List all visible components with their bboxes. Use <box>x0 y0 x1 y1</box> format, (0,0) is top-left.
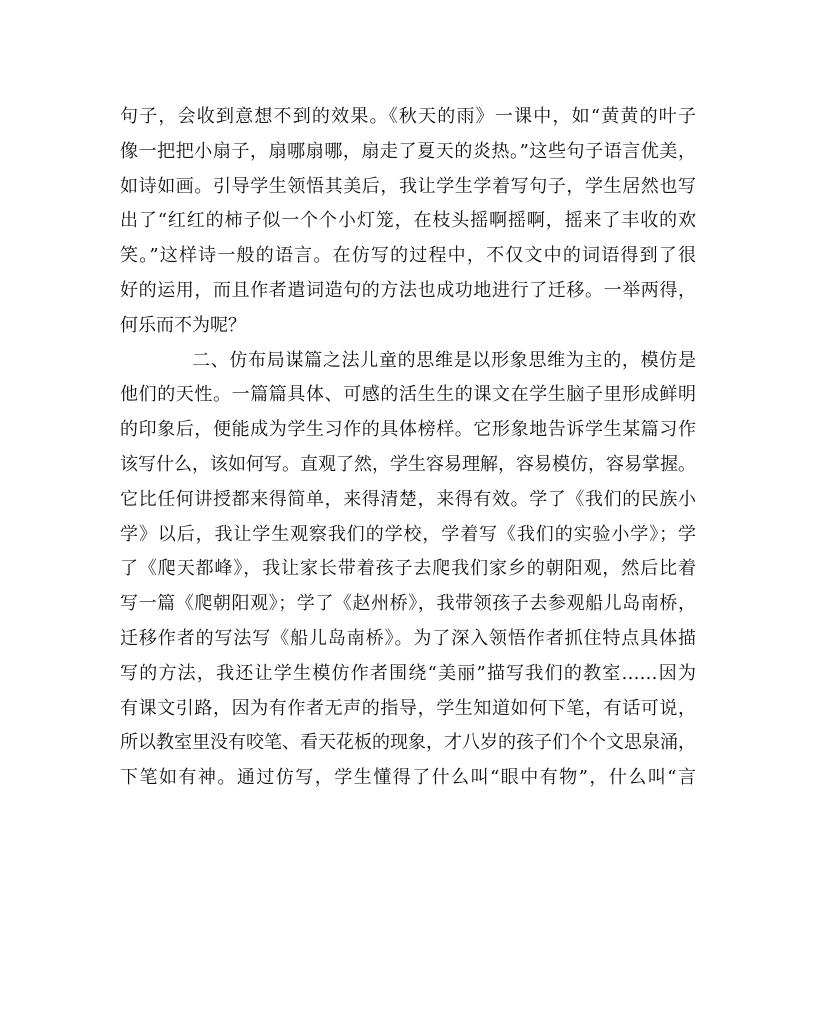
body-text <box>120 100 696 796</box>
text-line: 写一篇《爬朝阳观》；学了《赵州桥》，我带领孩子去参观船儿岛南桥， <box>120 593 696 615</box>
text-line: 他们的天性。一篇篇具体、可感的活生生的课文在学生脑子里形成鲜明 <box>120 384 696 406</box>
text-line: 所以教室里没有咬笔、看天花板的现象，才八岁的孩子们个个文思泉涌， <box>120 732 696 754</box>
text-line: 迁移作者的写法写《船儿岛南桥》。为了深入领悟作者抓住特点具体描 <box>120 627 696 649</box>
text-line: 下笔如有神。通过仿写，学生懂得了什么叫“眼中有物”，什么叫“言 <box>120 767 696 789</box>
text-line: 它比任何讲授都来得简单，来得清楚，来得有效。学了《我们的民族小 <box>120 488 696 510</box>
text-line: 该写什么，该如何写。直观了然，学生容易理解，容易模仿，容易掌握。 <box>120 453 696 475</box>
text-line: 写的方法，我还让学生模仿作者围绕“美丽”描写我们的教室……因为 <box>120 662 696 684</box>
text-line: 何乐而不为呢？ <box>120 314 246 336</box>
text-line: 了《爬天都峰》，我让家长带着孩子去爬我们家乡的朝阳观，然后比着 <box>120 558 696 580</box>
text-line: 句子，会收到意想不到的效果。《秋天的雨》一课中，如“黄黄的叶子 <box>120 106 696 127</box>
section-heading-line: 二、仿布局谋篇之法儿童的思维是以形象思维为主的，模仿是 <box>192 349 696 371</box>
text-line: 有课文引路，因为有作者无声的指导，学生知道如何下笔，有话可说， <box>120 697 696 719</box>
text-line: 好的运用，而且作者遣词造句的方法也成功地进行了迁移。一举两得， <box>120 279 696 301</box>
text-line: 的印象后，便能成为学生习作的具体榜样。它形象地告诉学生某篇习作 <box>120 419 696 441</box>
text-line: 像一把把小扇子，扇哪扇哪，扇走了夏天的炎热。”这些句子语言优美， <box>120 140 696 162</box>
text-line: 笑。”这样诗一般的语言。在仿写的过程中，不仅文中的词语得到了很 <box>120 245 696 267</box>
text-line: 出了“红红的柿子似一个个小灯笼，在枝头摇啊摇啊，摇来了丰收的欢 <box>120 210 696 232</box>
text-line: 学》以后，我让学生观察我们的学校，学着写《我们的实验小学》；学 <box>120 523 696 545</box>
text-line: 如诗如画。引导学生领悟其美后，我让学生学着写句子，学生居然也写 <box>120 175 696 197</box>
